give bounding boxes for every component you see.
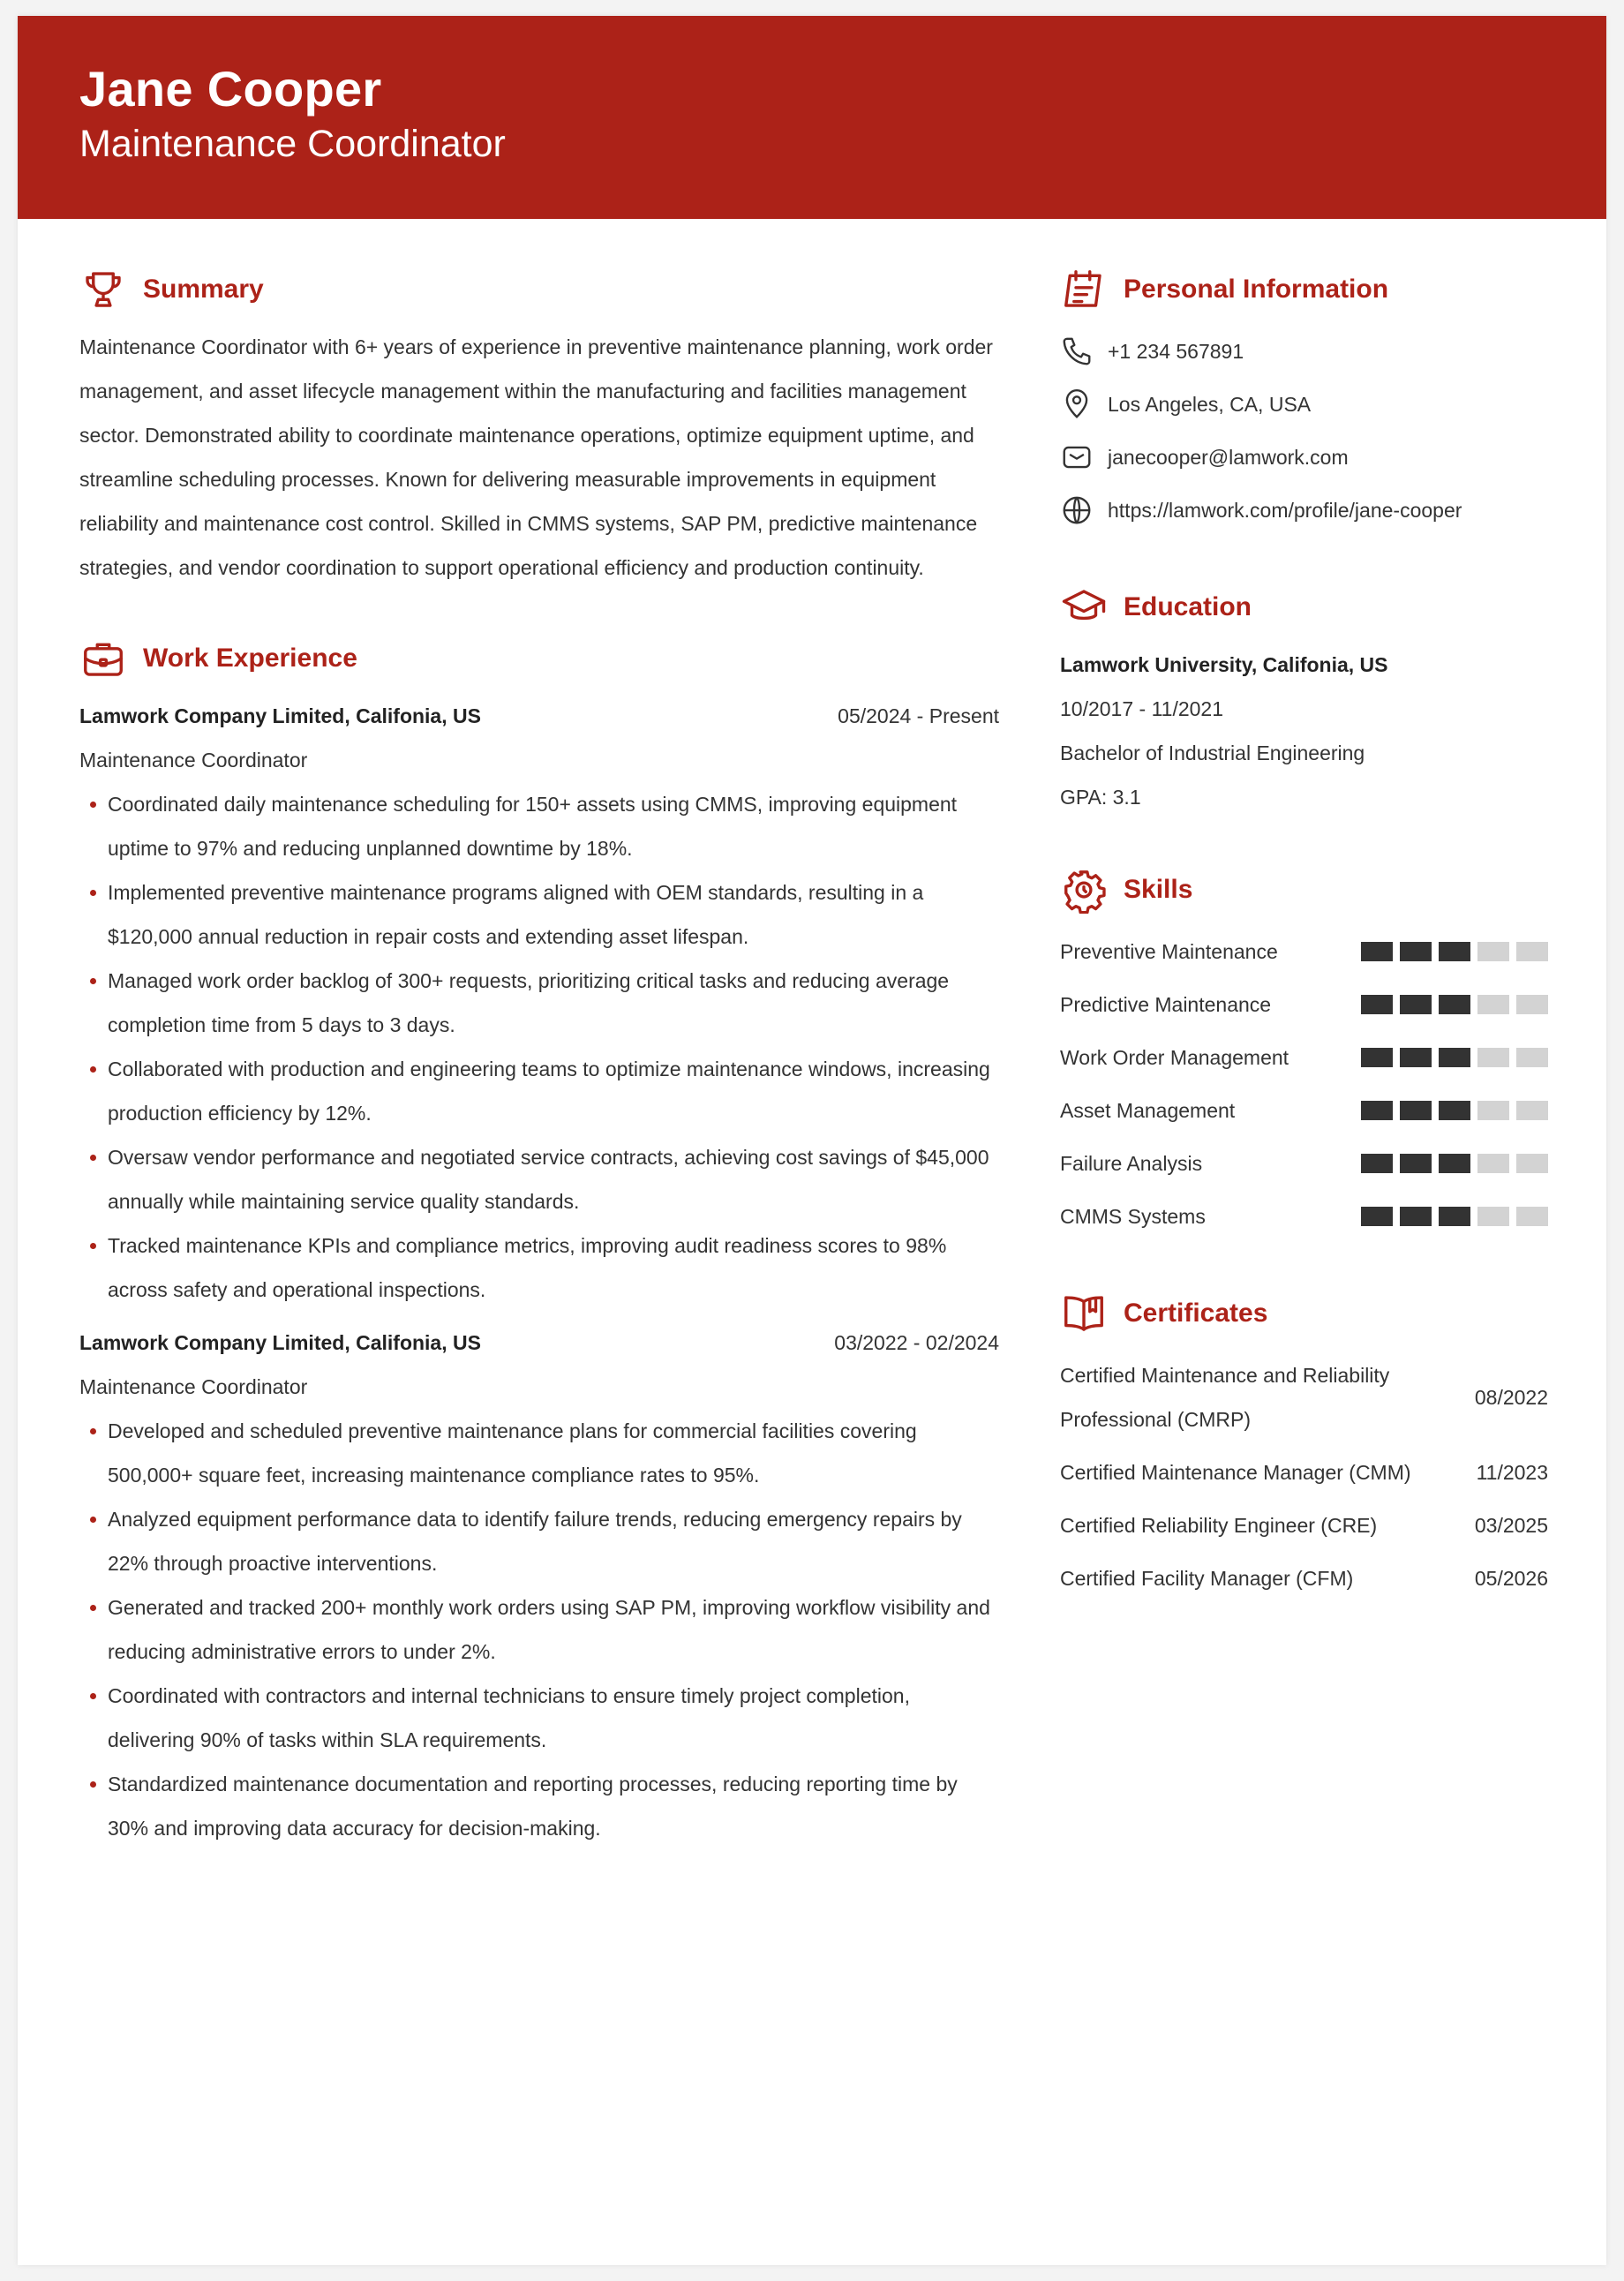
skill-level-block [1477, 1101, 1509, 1120]
skill-level-block [1361, 1101, 1393, 1120]
job-bullets [79, 1409, 999, 1850]
globe-icon [1060, 493, 1094, 527]
work-experience-heading-row [79, 632, 999, 685]
skill-level-block [1477, 995, 1509, 1014]
sidebar-column [1060, 263, 1548, 1605]
work-experience-heading: Work Experience [143, 644, 357, 673]
email-row [1060, 431, 1548, 484]
location-row [1060, 378, 1548, 431]
skill-level-meter [1361, 995, 1548, 1014]
skill-level-block [1361, 1048, 1393, 1067]
skill-name: Work Order Management [1060, 1045, 1289, 1069]
skill-level-block [1516, 1048, 1548, 1067]
job-bullets [79, 782, 999, 1312]
skill-level-block [1516, 1154, 1548, 1173]
gear-icon [1060, 866, 1108, 914]
education-gpa: GPA: 3.1 [1060, 786, 1141, 809]
summary-section [79, 263, 999, 590]
education-section [1060, 581, 1548, 819]
job-bullet: Standardized maintenance documentation and reporting processes, reducing reporting time by 30% and improving data accuracy for decision-making. [79, 1762, 999, 1850]
skill-level-block [1477, 1154, 1509, 1173]
skill-level-block [1439, 942, 1470, 961]
skill-level-block [1400, 995, 1432, 1014]
skill-row [1060, 1137, 1548, 1190]
certificate-date: 03/2025 [1474, 1514, 1548, 1537]
skill-name: Preventive Maintenance [1060, 939, 1278, 963]
job-bullet: Coordinated daily maintenance scheduling for 150+ assets using CMMS, improving equipment uptime to 97% and reducing unplanned downtime by 18%. [79, 782, 999, 870]
certificate-row [1060, 1446, 1548, 1499]
education-school: Lamwork University, Califonia, US [1060, 653, 1388, 676]
job-bullet: Analyzed equipment performance data to identify failure trends, reducing emergency repairs by 22% through proactive interventions. [79, 1497, 999, 1585]
job-bullet: Collaborated with production and engineering teams to optimize maintenance windows, increasing production efficiency by 12%. [79, 1047, 999, 1135]
education-heading-row [1060, 581, 1548, 634]
skill-level-block [1439, 995, 1470, 1014]
skills-heading: Skills [1124, 875, 1193, 904]
phone-icon [1060, 335, 1094, 368]
calendar-note-icon [1060, 266, 1108, 313]
skill-level-block [1361, 995, 1393, 1014]
skill-name: Failure Analysis [1060, 1151, 1203, 1175]
job-bullet: Developed and scheduled preventive maintenance plans for commercial facilities covering 500,000+ square feet, increasing maintenance compliance rates to 95%. [79, 1409, 999, 1497]
personal-info-heading: Personal Information [1124, 275, 1389, 304]
location-pin-icon [1060, 388, 1094, 421]
skill-name: Predictive Maintenance [1060, 992, 1272, 1016]
job-dates: 03/2022 - 02/2024 [834, 1331, 999, 1354]
job-role: Maintenance Coordinator [79, 749, 308, 772]
skill-row [1060, 1190, 1548, 1243]
certificate-date: 11/2023 [1476, 1461, 1548, 1484]
phone-row [1060, 325, 1548, 378]
skill-level-block [1400, 942, 1432, 961]
skill-level-block [1361, 942, 1393, 961]
work-experience-section [79, 632, 999, 1850]
skill-level-block [1439, 1154, 1470, 1173]
job-bullet: Coordinated with contractors and internal technicians to ensure timely project completion, delivering 90% of tasks within SLA requirements. [79, 1674, 999, 1762]
certificate-row [1060, 1499, 1548, 1552]
skill-level-block [1400, 1207, 1432, 1226]
certificates-heading: Certificates [1124, 1299, 1268, 1328]
candidate-name: Jane Cooper [79, 61, 382, 117]
skill-level-block [1439, 1101, 1470, 1120]
certificates-section [1060, 1287, 1548, 1605]
job-list [79, 694, 999, 1850]
resume-page [18, 16, 1606, 2265]
skill-row [1060, 978, 1548, 1031]
email-value[interactable]: janecooper@lamwork.com [1108, 445, 1349, 469]
phone-value: +1 234 567891 [1108, 339, 1244, 363]
personal-info-heading-row [1060, 263, 1548, 316]
job-bullet: Implemented preventive maintenance programs aligned with OEM standards, resulting in a $120,000 annual reduction in repair costs and extending asset lifespan. [79, 870, 999, 959]
certificate-name: Certified Maintenance and Reliability Professional (CMRP) [1060, 1364, 1390, 1431]
skill-list [1060, 925, 1548, 1243]
job-company: Lamwork Company Limited, Califonia, US [79, 1331, 481, 1354]
job-header [79, 694, 999, 738]
skill-level-meter [1361, 1207, 1548, 1226]
certificate-row [1060, 1552, 1548, 1605]
skill-level-meter [1361, 942, 1548, 961]
skill-level-meter [1361, 1101, 1548, 1120]
main-column [79, 263, 999, 1850]
skill-name: CMMS Systems [1060, 1204, 1206, 1228]
job-bullet: Generated and tracked 200+ monthly work orders using SAP PM, improving workflow visibility and reducing administrative errors to under 2%. [79, 1585, 999, 1674]
skill-row [1060, 1084, 1548, 1137]
education-degree: Bachelor of Industrial Engineering [1060, 742, 1365, 764]
location-value: Los Angeles, CA, USA [1108, 392, 1312, 416]
certificate-name: Certified Maintenance Manager (CMM) [1060, 1461, 1411, 1484]
skill-level-block [1439, 1207, 1470, 1226]
job-company: Lamwork Company Limited, Califonia, US [79, 704, 481, 727]
skills-section [1060, 863, 1548, 1243]
job-bullet: Tracked maintenance KPIs and compliance metrics, improving audit readiness scores to 98% across safety and operational inspections. [79, 1223, 999, 1312]
summary-text: Maintenance Coordinator with 6+ years of experience in preventive maintenance planning, work order management, and asset lifecycle management within the manufacturing and facilities management sector. Demonstrated ability to coordinate maintenance operations, optimize equipment uptime, and streamline scheduling processes. Known for delivering measurable improvements in equipment reliability and maintenance cost control. Skilled in CMMS systems, SAP PM, predictive maintenance strategies, and vendor coordination to support operational efficiency and production continuity. [79, 335, 993, 579]
skill-level-block [1477, 1207, 1509, 1226]
candidate-title: Maintenance Coordinator [79, 123, 506, 165]
personal-info-section [1060, 263, 1548, 537]
skill-level-block [1477, 1048, 1509, 1067]
skill-row [1060, 925, 1548, 978]
skill-level-block [1477, 942, 1509, 961]
book-icon [1060, 1290, 1108, 1337]
certificate-name: Certified Facility Manager (CFM) [1060, 1567, 1354, 1590]
skill-level-block [1400, 1048, 1432, 1067]
skill-name: Asset Management [1060, 1098, 1236, 1122]
skill-level-block [1400, 1101, 1432, 1120]
education-heading: Education [1124, 592, 1252, 621]
education-dates: 10/2017 - 11/2021 [1060, 697, 1224, 720]
skill-level-block [1361, 1207, 1393, 1226]
job-entry [79, 1321, 999, 1850]
certificate-name: Certified Reliability Engineer (CRE) [1060, 1514, 1378, 1537]
skill-level-meter [1361, 1154, 1548, 1173]
certificate-date: 08/2022 [1474, 1386, 1548, 1409]
summary-heading-row [79, 263, 999, 316]
certificate-list [1060, 1349, 1548, 1605]
trophy-icon [79, 266, 127, 313]
skills-heading-row [1060, 863, 1548, 916]
skill-level-block [1516, 1101, 1548, 1120]
graduation-cap-icon [1060, 583, 1108, 631]
job-dates: 05/2024 - Present [838, 704, 999, 727]
certificates-heading-row [1060, 1287, 1548, 1340]
skill-level-block [1439, 1048, 1470, 1067]
summary-heading: Summary [143, 275, 264, 304]
skill-level-meter [1361, 1048, 1548, 1067]
job-role: Maintenance Coordinator [79, 1375, 308, 1398]
certificate-date: 05/2026 [1474, 1567, 1548, 1590]
skill-level-block [1516, 942, 1548, 961]
skill-level-block [1400, 1154, 1432, 1173]
skill-row [1060, 1031, 1548, 1084]
certificate-row [1060, 1349, 1548, 1446]
resume-header [18, 16, 1606, 219]
job-entry [79, 694, 999, 1312]
briefcase-icon [79, 635, 127, 682]
website-row [1060, 484, 1548, 537]
mail-icon [1060, 440, 1094, 474]
job-header [79, 1321, 999, 1365]
skill-level-block [1516, 995, 1548, 1014]
skill-level-block [1516, 1207, 1548, 1226]
skill-level-block [1361, 1154, 1393, 1173]
job-bullet: Oversaw vendor performance and negotiated service contracts, achieving cost savings of $45,000 annually while maintaining service quality standards. [79, 1135, 999, 1223]
job-bullet: Managed work order backlog of 300+ requests, prioritizing critical tasks and reducing average completion time from 5 days to 3 days. [79, 959, 999, 1047]
website-value[interactable]: https://lamwork.com/profile/jane-cooper [1108, 498, 1462, 522]
